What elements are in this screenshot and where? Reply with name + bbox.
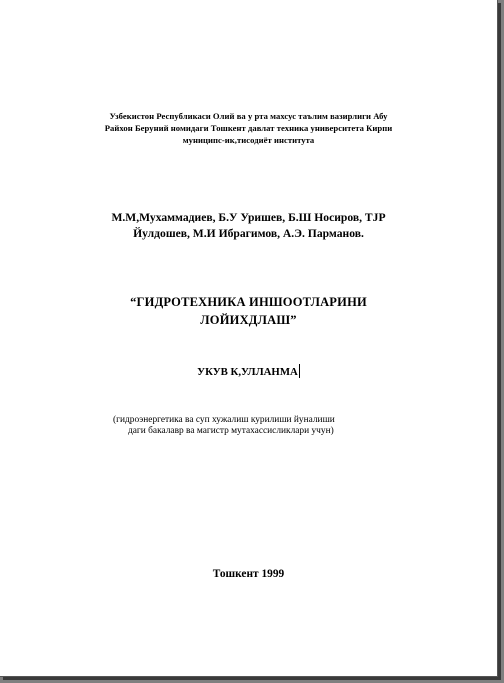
ministry-line-2: Райхон Беруний номидаги Тошкент давлат техника университета Кирпи bbox=[104, 123, 393, 133]
subtitle-block bbox=[0, 364, 497, 378]
ministry-line-1: Узбекистон Республикаси Олий ва у рта махсус таълим вазирлиги Абу bbox=[109, 111, 388, 121]
authors-line-1: М.М,Мухаммадиев, Б.У Уришев, Б.Ш Носиров, ТЈР bbox=[111, 211, 386, 224]
title-line-1: “ГИДРОТЕХНИКА ИНШООТЛАРИНИ bbox=[130, 295, 367, 309]
note-line-1: (гидроэнергетика ва суп хужалиш курилиши йуналиши bbox=[113, 415, 335, 425]
title-line-2: ЛОЙИХДЛАШ” bbox=[200, 313, 297, 327]
ministry-line-3: муниципс-ик,тиcодиёт институтa bbox=[182, 135, 315, 145]
text-cursor bbox=[299, 364, 300, 378]
subtitle-text: УКУВ К,УЛЛАНМА bbox=[197, 366, 298, 378]
note-line-2: даги бакалавр ва магистр мутахассисликлари учун) bbox=[128, 426, 334, 436]
city-year: Тошкент 1999 bbox=[212, 568, 285, 580]
authors-line-2: Йулдошев, М.И Ибрагимов, А.Э. Парманов. bbox=[133, 227, 364, 240]
